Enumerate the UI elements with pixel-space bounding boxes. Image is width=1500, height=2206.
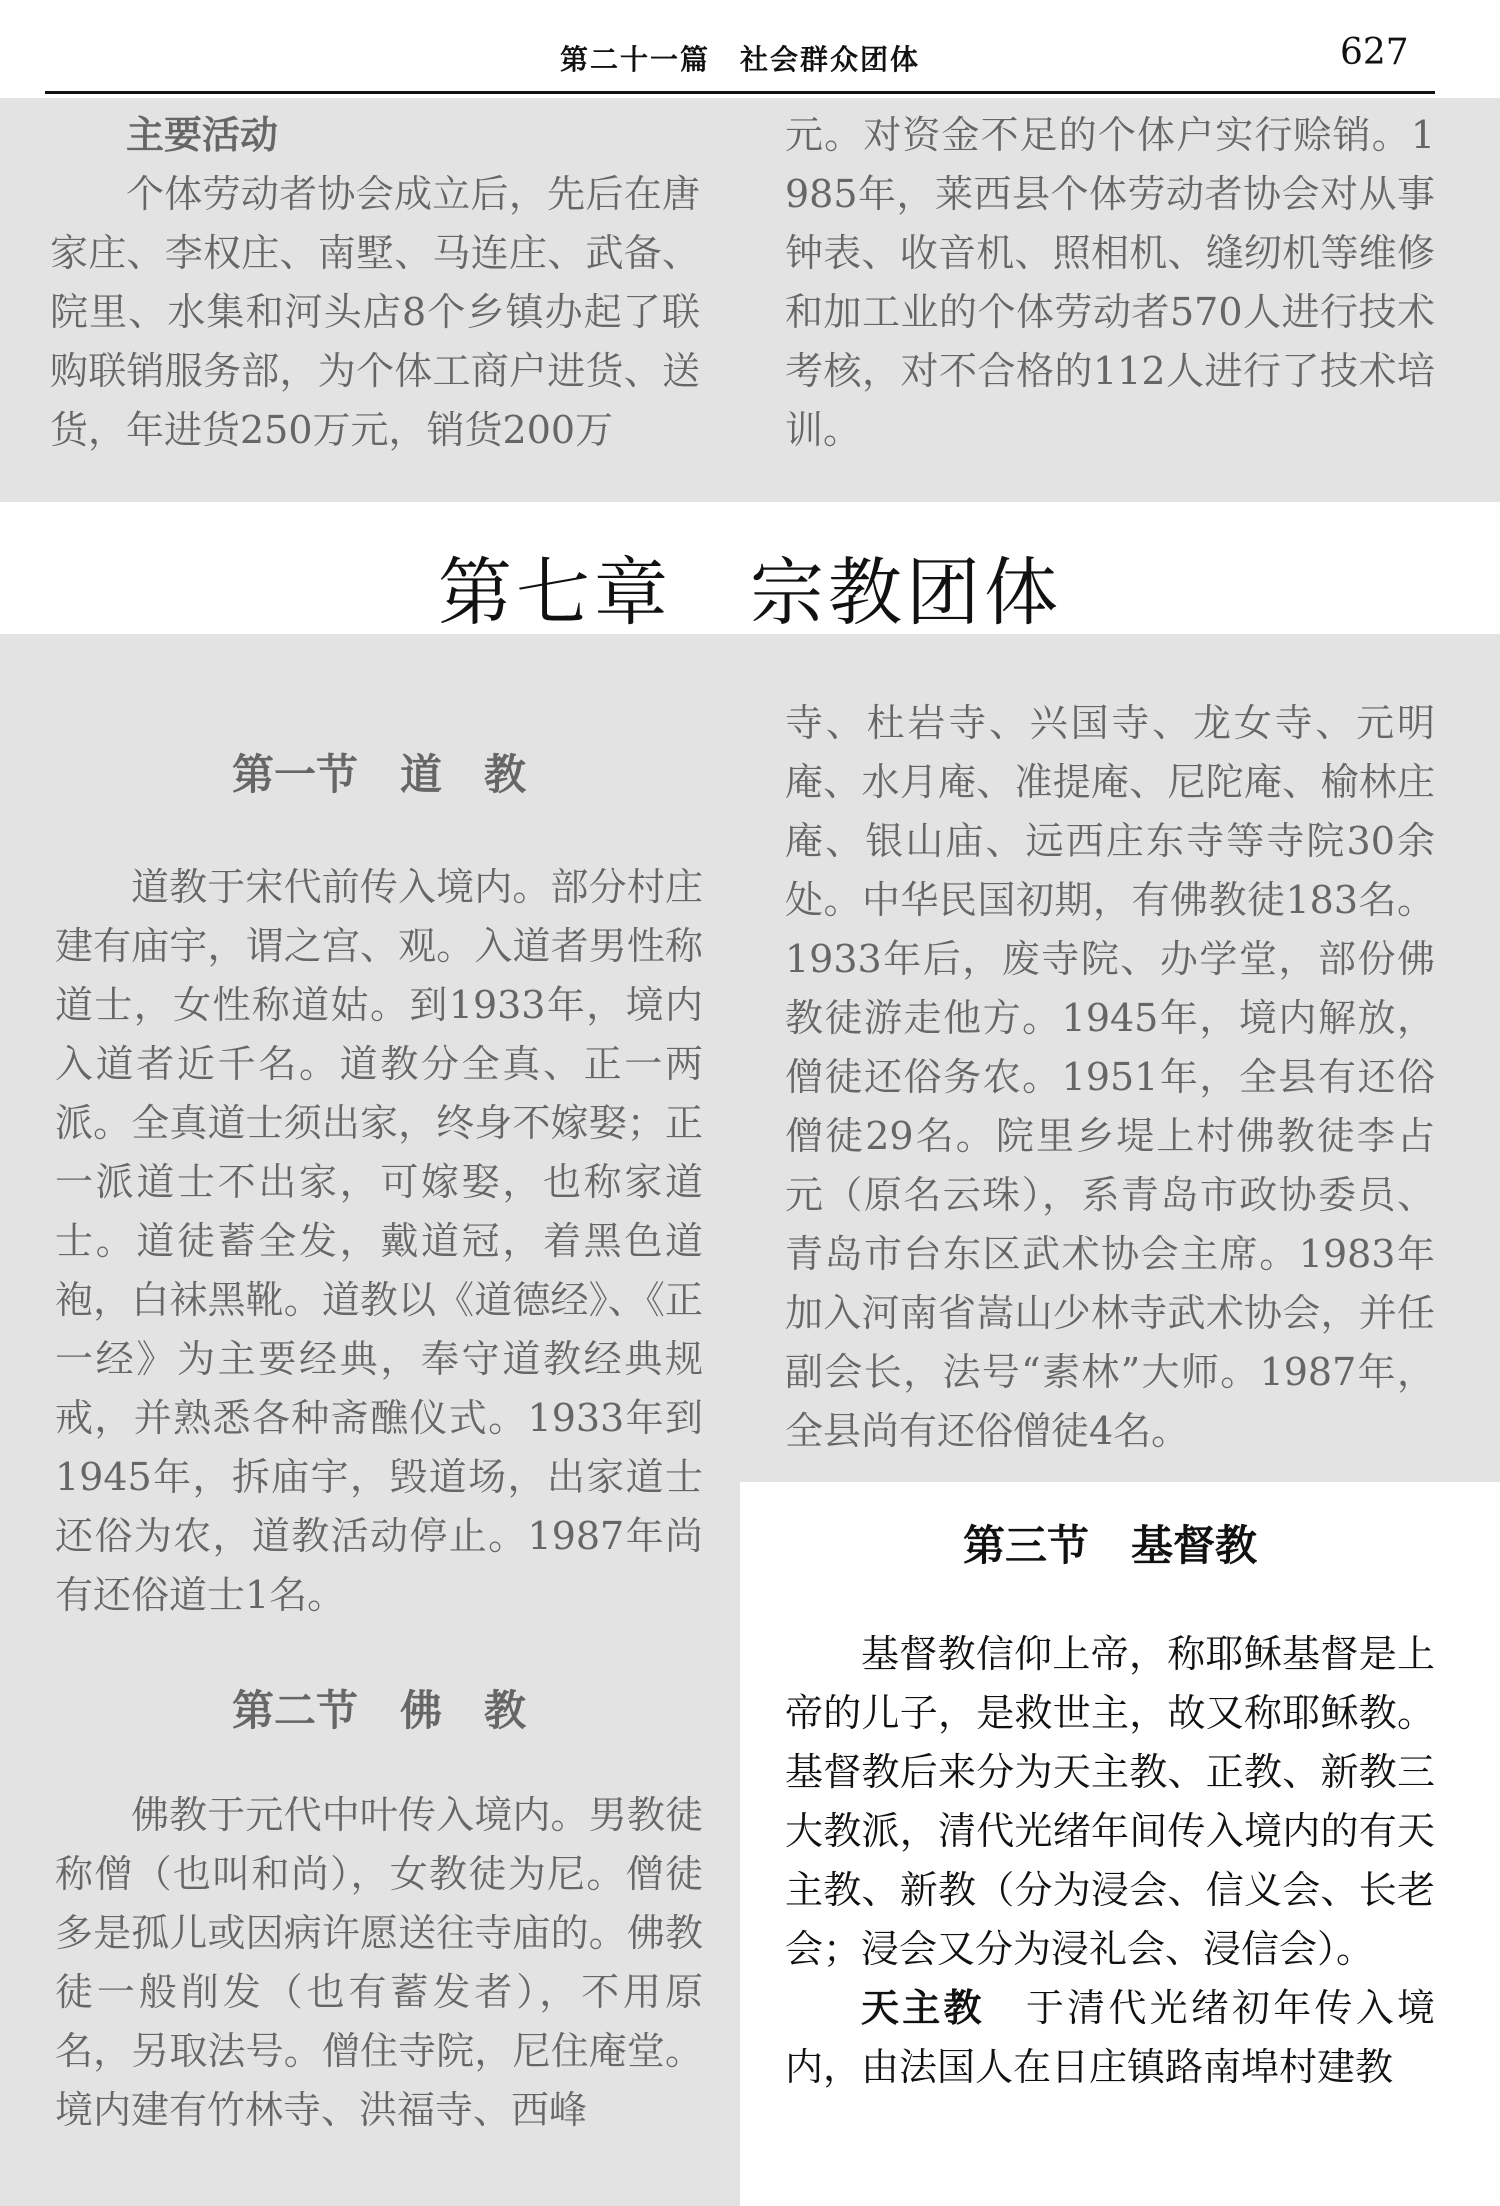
running-head: 第二十一篇 社会群众团体: [560, 43, 921, 76]
right-column-top: [785, 694, 1435, 1461]
page-number: 627: [1340, 32, 1409, 73]
catholic-term: 天主教: [861, 1986, 985, 2030]
left-column: [55, 745, 703, 2140]
header-rule: [45, 91, 1435, 94]
section-3-title: 第三节 基督教: [962, 1521, 1257, 1570]
catholic-text: 于清代光绪初年传入境内，由法国人在日庄镇路南埠村建教: [785, 1986, 1435, 2089]
right-column-bottom: [785, 1516, 1435, 2097]
top-right-column: [785, 106, 1435, 460]
top-left-column: [50, 106, 700, 460]
section-3-text: 基督教信仰上帝，称耶稣基督是上帝的儿子，是救世主，故又称耶稣教。基督教后来分为天主教、正教、新教三大教派，清代光绪年间传入境内的有天主教、新教（分为浸会、信义会、长老会；浸会又分为浸礼会、浸信会）。: [785, 1632, 1435, 1971]
main-activities-continued: 元。对资金不足的个体户实行赊销。1985年，莱西县个体劳动者协会对从事钟表、收音机、照相机、缝纫机等维修和加工业的个体劳动者570人进行技术考核，对不合格的112人进行了技术培训。: [785, 113, 1435, 452]
section-3-catholic-paragraph: [785, 1979, 1435, 2097]
section-2-text: 佛教于元代中叶传入境内。男教徒称僧（也叫和尚），女教徒为尼。僧徒多是孤儿或因病许愿送往寺庙的。佛教徒一般削发（也有蓄发者），不用原名，另取法号。僧住寺院，尼住庵堂。境内建有竹林寺、洪福寺、西峰: [55, 1793, 703, 2132]
main-activities-text: 个体劳动者协会成立后，先后在唐家庄、李权庄、南墅、马连庄、武备、院里、水集和河头店8个乡镇办起了联购联销服务部，为个体工商户进货、送货，年进货250万元，销货200万: [50, 172, 700, 452]
chapter-title: 第七章 宗教团体: [438, 550, 1062, 636]
page-header: [0, 0, 1500, 100]
section-2-title: 第二节 佛 教: [231, 1686, 526, 1735]
section-1-title: 第一节 道 教: [231, 750, 526, 799]
section-2-continued-text: 寺、杜岩寺、兴国寺、龙女寺、元明庵、水月庵、准提庵、尼陀庵、榆林庄庵、银山庙、远西庄东寺等寺院30余处。中华民国初期，有佛教徒183名。1933年后，废寺院、办学堂，部份佛教徒游走他方。1945年，境内解放，僧徒还俗务农。1951年，全县有还俗僧徒29名。院里乡堤上村佛教徒李占元（原名云珠），系青岛市政协委员、青岛市台东区武术协会主席。1983年加入河南省嵩山少林寺武术协会，并任副会长，法号“素林”大师。1987年，全县尚有还俗僧徒4名。: [785, 701, 1435, 1453]
main-activities-heading: 主要活动: [126, 113, 279, 157]
section-1-text: 道教于宋代前传入境内。部分村庄建有庙宇，谓之宫、观。入道者男性称道士，女性称道姑。到1933年，境内入道者近千名。道教分全真、正一两派。全真道士须出家，终身不嫁娶；正一派道士不出家，可嫁娶，也称家道士。道徒蓄全发，戴道冠，着黑色道袍，白袜黑靴。道教以《道德经》、《正一经》为主要经典，奉守道教经典规戒，并熟悉各种斋醮仪式。1933年到1945年，拆庙宇，毁道场，出家道士还俗为农，道教活动停止。1987年尚有还俗道士1名。: [55, 865, 703, 1617]
